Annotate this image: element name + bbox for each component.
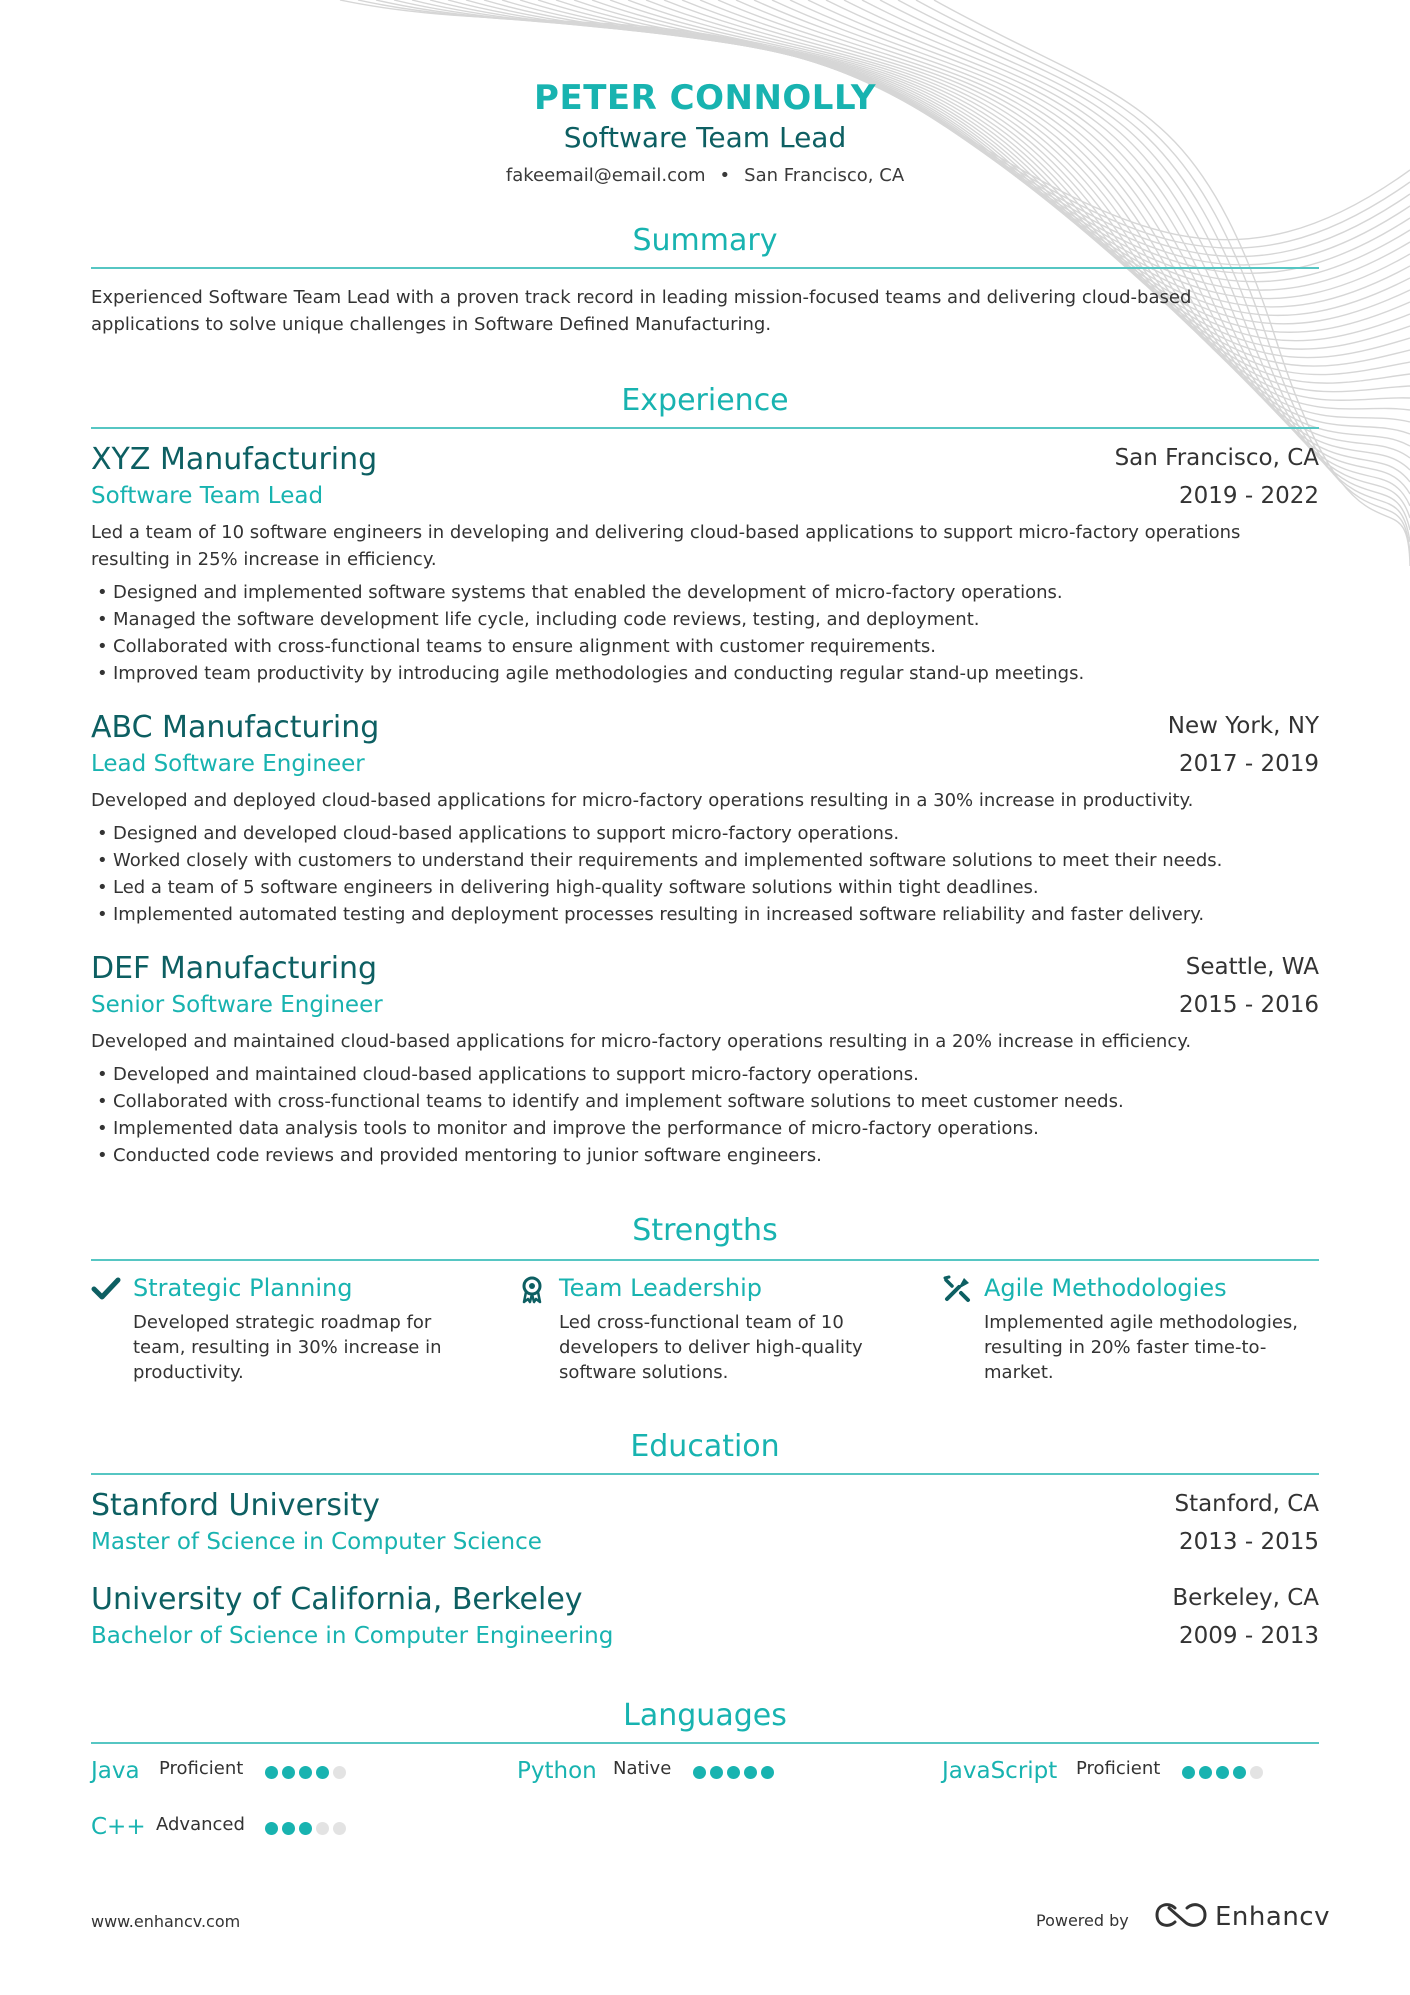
summary-divider — [91, 267, 1319, 269]
strength-description: Implemented agile methodologies, resulting in 20% faster time-to-market. — [984, 1312, 1299, 1383]
bullet-item: • Designed and developed cloud-based applications to support micro-factory operations. — [97, 823, 900, 844]
education-divider — [91, 1473, 1319, 1475]
resume-header — [91, 78, 1319, 188]
wave-line — [718, 0, 1410, 422]
rating-dot-filled — [1182, 1766, 1195, 1779]
language-rating — [693, 1764, 778, 1778]
job-role: Lead Software Engineer — [91, 751, 365, 777]
language-name: JavaScript — [942, 1758, 1058, 1784]
bullet-item: • Conducted code reviews and provided mentoring to junior software engineers. — [97, 1145, 822, 1166]
contact-line — [91, 164, 1319, 188]
bullet-item: • Improved team productivity by introducing agile methodologies and conducting regular stand-up meetings. — [97, 663, 1085, 684]
rating-dot-filled — [727, 1766, 740, 1779]
languages-heading: Languages — [623, 1698, 787, 1733]
bullet-item: • Worked closely with customers to understand their requirements and implemented software solutions to meet their needs. — [97, 850, 1223, 871]
bullet-item: • Developed and maintained cloud-based applications to support micro-factory operations. — [97, 1064, 919, 1085]
job-bullets — [91, 820, 1319, 928]
job-bullets — [91, 579, 1319, 687]
candidate-name: PETER CONNOLLY — [534, 78, 876, 118]
rating-dot-filled — [299, 1766, 312, 1779]
separator-dot: • — [719, 165, 731, 186]
candidate-title: Software Team Lead — [563, 121, 847, 154]
award-ribbon-icon — [517, 1274, 547, 1304]
education-entry — [91, 1488, 1319, 1557]
strength-description: Led cross-functional team of 10 developers to deliver high-quality software solutions. — [559, 1312, 863, 1383]
education-degree: Master of Science in Computer Science — [91, 1529, 542, 1555]
experience-heading: Experience — [621, 383, 789, 418]
job-description: Led a team of 10 software engineers in developing and delivering cloud-based applications to support micro-factory operations resulting in 25% increase in efficiency. — [91, 522, 1241, 570]
language-rating — [265, 1820, 350, 1834]
contact-location: San Francisco, CA — [744, 165, 905, 186]
rating-dot-filled — [282, 1822, 295, 1835]
language-name: C++ — [91, 1814, 146, 1840]
rating-dot-filled — [1199, 1766, 1212, 1779]
job-location: Seattle, WA — [1185, 954, 1319, 980]
job-description: Developed and deployed cloud-based applications for micro-factory operations resulting in a 30% increase in productivity. — [91, 790, 1194, 811]
job-dates: 2015 - 2016 — [1179, 992, 1319, 1018]
rating-dot-filled — [265, 1766, 278, 1779]
rating-dot-filled — [1216, 1766, 1229, 1779]
education-location: Berkeley, CA — [1172, 1585, 1319, 1611]
education-school: Stanford University — [91, 1488, 380, 1523]
job-dates: 2017 - 2019 — [1179, 751, 1319, 777]
rating-dot-filled — [265, 1822, 278, 1835]
job-dates: 2019 - 2022 — [1179, 483, 1319, 509]
contact-email[interactable]: fakeemail@email.com — [505, 165, 706, 186]
language-level: Proficient — [1076, 1758, 1161, 1779]
bullet-item: • Designed and implemented software systems that enabled the development of micro-factory operations. — [97, 582, 1063, 603]
strength-name: Agile Methodologies — [984, 1274, 1227, 1302]
summary-text: Experienced Software Team Lead with a proven track record in leading mission-focused teams and delivering cloud-based applications to solve unique challenges in Software Defined Manufacturing. — [91, 287, 1192, 335]
footer-website-link[interactable]: www.enhancv.com — [91, 1912, 241, 1931]
enhancv-logo-icon — [1153, 1900, 1209, 1930]
education-dates: 2009 - 2013 — [1179, 1623, 1319, 1649]
language-level: Advanced — [156, 1814, 245, 1835]
bullet-item: • Collaborated with cross-functional teams to ensure alignment with customer requirements. — [97, 636, 936, 657]
language-level: Proficient — [159, 1758, 244, 1779]
enhancv-logo[interactable] — [1153, 1900, 1330, 1934]
rating-dot-filled — [761, 1766, 774, 1779]
job-entry — [91, 951, 1319, 1169]
rating-dot-filled — [744, 1766, 757, 1779]
rating-dot-filled — [316, 1766, 329, 1779]
job-entry — [91, 442, 1319, 687]
checkmark-icon — [91, 1274, 121, 1304]
strength-name: Strategic Planning — [133, 1274, 353, 1302]
wave-line — [700, 0, 1410, 410]
education-school: University of California, Berkeley — [91, 1582, 583, 1617]
rating-dot-empty — [333, 1822, 346, 1835]
language-name: Java — [91, 1758, 140, 1784]
strengths-heading: Strengths — [632, 1213, 778, 1248]
enhancv-brand-text: Enhancv — [1215, 1902, 1330, 1932]
rating-dot-empty — [1250, 1766, 1263, 1779]
education-degree: Bachelor of Science in Computer Engineering — [91, 1623, 614, 1649]
rating-dot-filled — [282, 1766, 295, 1779]
job-description: Developed and maintained cloud-based applications for micro-factory operations resulting in a 20% increase in efficiency. — [91, 1031, 1192, 1052]
wave-line — [736, 0, 1410, 434]
bullet-item: • Led a team of 5 software engineers in delivering high-quality software solutions within tight deadlines. — [97, 877, 1039, 898]
footer-powered-by: Powered by — [1036, 1911, 1129, 1930]
job-company: XYZ Manufacturing — [91, 442, 378, 477]
bullet-item: • Collaborated with cross-functional teams to identify and implement software solutions to meet customer needs. — [97, 1091, 1124, 1112]
job-entry — [91, 710, 1319, 928]
language-name: Python — [517, 1758, 597, 1784]
job-company: ABC Manufacturing — [91, 710, 380, 745]
language-rating — [265, 1764, 350, 1778]
job-role: Software Team Lead — [91, 483, 324, 509]
job-bullets — [91, 1061, 1319, 1169]
education-location: Stanford, CA — [1174, 1491, 1319, 1517]
rating-dot-filled — [299, 1822, 312, 1835]
language-level: Native — [613, 1758, 672, 1779]
bullet-item: • Managed the software development life cycle, including code reviews, testing, and deployment. — [97, 609, 980, 630]
education-dates: 2013 - 2015 — [1179, 1529, 1319, 1555]
rating-dot-filled — [693, 1766, 706, 1779]
language-rating — [1182, 1764, 1267, 1778]
rating-dot-filled — [1233, 1766, 1246, 1779]
experience-divider — [91, 427, 1319, 429]
strengths-divider — [91, 1259, 1319, 1261]
job-location: San Francisco, CA — [1114, 445, 1319, 471]
rating-dot-empty — [333, 1766, 346, 1779]
bullet-item: • Implemented automated testing and deployment processes resulting in increased software reliability and faster delivery. — [97, 904, 1205, 925]
education-entry — [91, 1582, 1319, 1651]
bullet-item: • Implemented data analysis tools to monitor and improve the performance of micro-factory operations. — [97, 1118, 1039, 1139]
strength-name: Team Leadership — [559, 1274, 762, 1302]
strength-description: Developed strategic roadmap for team, resulting in 30% increase in productivity. — [133, 1312, 442, 1383]
rating-dot-filled — [710, 1766, 723, 1779]
education-heading: Education — [630, 1429, 780, 1464]
wave-line — [682, 0, 1410, 400]
job-role: Senior Software Engineer — [91, 992, 383, 1018]
job-company: DEF Manufacturing — [91, 951, 378, 986]
languages-divider — [91, 1742, 1319, 1744]
tools-icon — [942, 1274, 972, 1304]
job-location: New York, NY — [1167, 713, 1319, 739]
summary-heading: Summary — [632, 223, 778, 258]
rating-dot-empty — [316, 1822, 329, 1835]
